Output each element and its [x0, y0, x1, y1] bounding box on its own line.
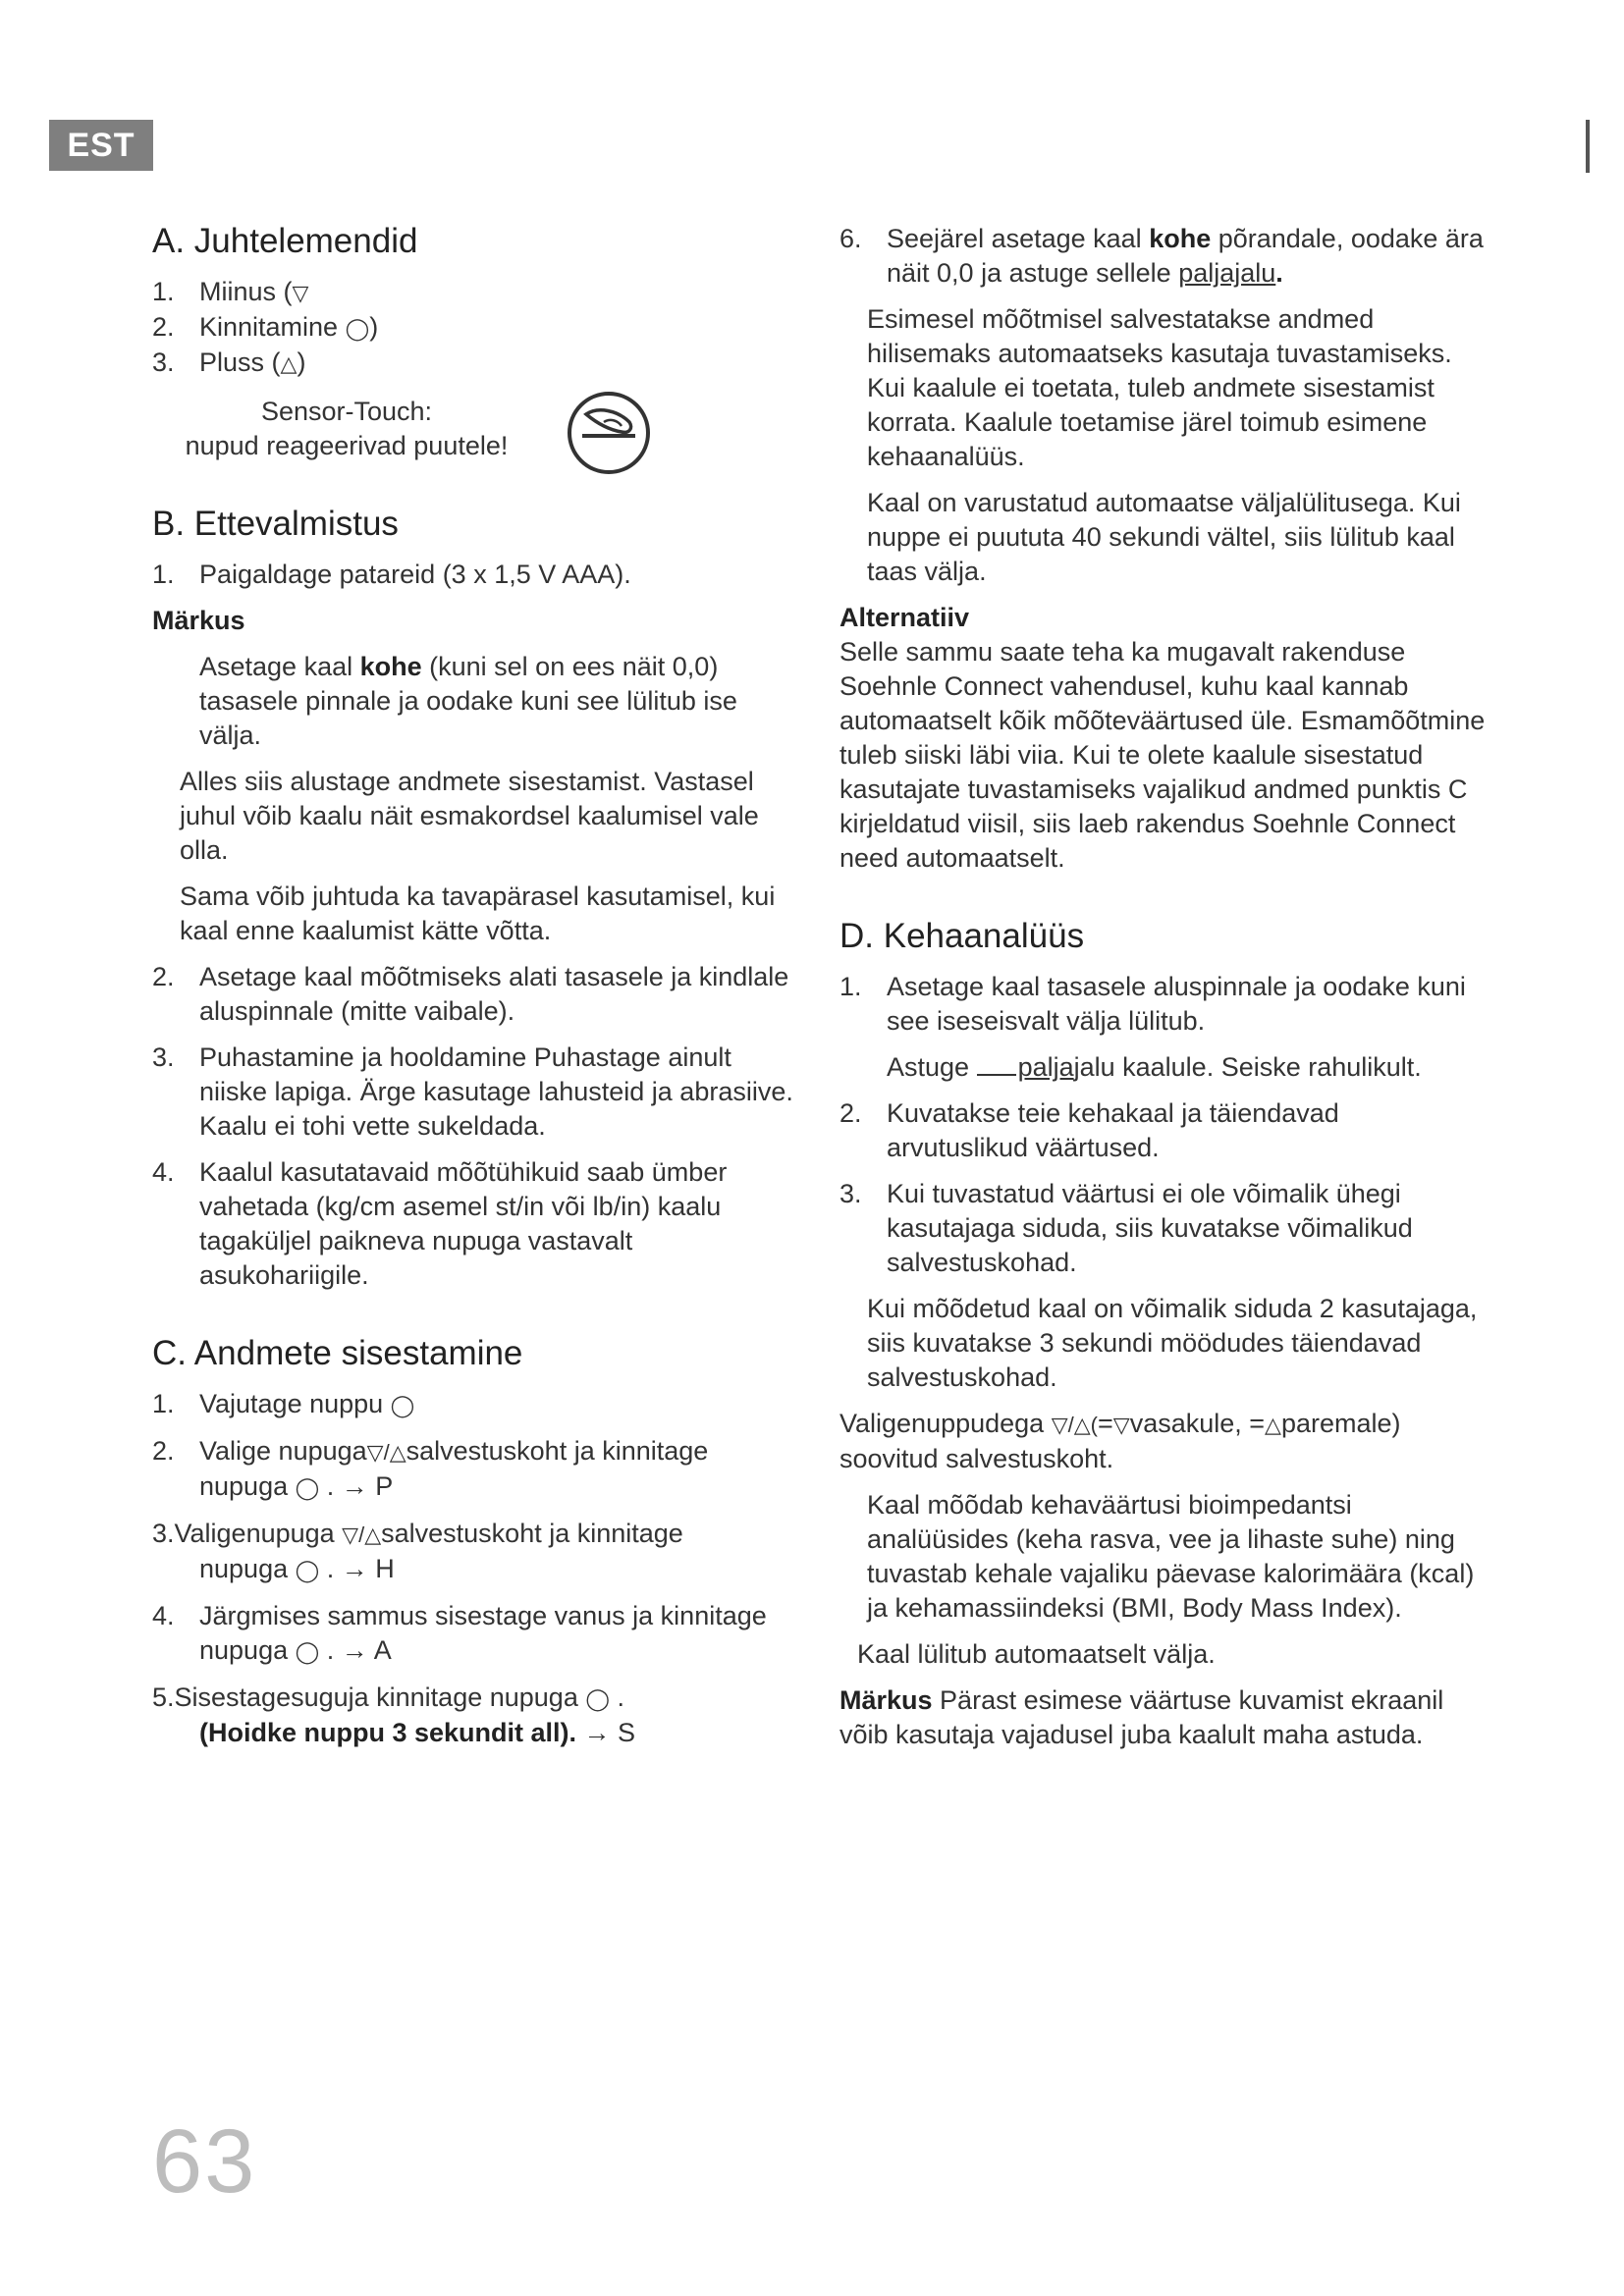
confirm-icon: ◯	[345, 316, 370, 341]
right-column	[839, 222, 1488, 1752]
info-paragraph: Kui mõõdetud kaal on võimalik siduda 2 kasutajaga, siis kuvatakse 3 sekundi möödudes täiendavad salvestuskohad.	[867, 1294, 1478, 1392]
controls-list	[152, 275, 800, 381]
info-paragraph: Kaal mõõdab kehaväärtusi bioimpedantsi analüüsides (keha rasva, vee ja lihaste suhe) ning tuvastab kehale vajaliku päevase kalorimäära (kcal) ja kehamassiindeksi (BMI, Body Mass Index).	[867, 1490, 1475, 1623]
section-a-title: A. Juhtelemendid	[152, 222, 418, 260]
list-item: 2. Kinnitamine ◯)	[152, 312, 379, 342]
list-item: 2. Valige nupuga▽/△salvestuskoht ja kinnitage nupuga ◯ . → P	[152, 1436, 709, 1501]
plus-icon: △	[1265, 1413, 1281, 1437]
confirm-icon: ◯	[585, 1686, 610, 1711]
info-paragraph: Esimesel mõõtmisel salvestatakse andmed hilisemaks automaatseks kasutaja tuvastamiseks. Kui kaalule ei toetata, tuleb andmete sisestamist korrata. Kaalule toetamise järel toimub esimene kehaanalüüs.	[867, 304, 1452, 471]
list-item: 6. Seejärel asetage kaal kohe põrandale, oodake ära näit 0,0 ja astuge sellele paljajalu.	[839, 224, 1484, 288]
alternative-text: Selle sammu saate teha ka mugavalt rakenduse Soehnle Connect vahendusel, kuhu kaal kannab automaatselt kõik mõõteväärtused üle. Esmamõõtmine tuleb siiski läbi viia. Kui te olete kaalule sisestatud kasutajate tuvastamiseks vajalikud andmed punktis C kirjeldatud viisil, siis laeb rakendus Soehnle Connect need automaatselt.	[839, 637, 1486, 873]
minus-icon: ▽	[1112, 1413, 1130, 1437]
note-paragraph: Asetage kaal kohe (kuni sel on ees näit 0,0) tasasele pinnale ja oodake kuni see lülitub ise välja.	[199, 652, 737, 750]
step-note: Astuge paljajalu kaalule. Seiske rahulikult.	[887, 1052, 1422, 1082]
minus-plus-icon: ▽/△	[342, 1522, 382, 1547]
list-item: 3. Puhastamine ja hooldamine Puhastage ainult niiske lapiga. Ärge kasutage lahusteid ja abrasiive. Kaalu ei tohi vette sukeldada.	[152, 1042, 793, 1141]
sensor-touch-label: Sensor-Touch:	[260, 397, 433, 426]
section-d-title: D. Kehaanalüüs	[839, 917, 1085, 955]
list-item: 2. Asetage kaal mõõtmiseks alati tasasele ja kindlale aluspinnale (mitte vaibale).	[152, 962, 789, 1026]
list-item: 1. Miinus (▽	[152, 277, 309, 306]
page-edge-marker	[1586, 120, 1590, 173]
section-b-title: B. Ettevalmistus	[152, 505, 399, 543]
list-item: 3.Valigenupuga ▽/△salvestuskoht ja kinnitage nupuga ◯ . → H	[152, 1519, 683, 1583]
section-c-title: C. Andmete sisestamine	[152, 1334, 523, 1372]
list-item: 4. Järgmises sammus sisestage vanus ja kinnitage nupuga ◯ . → A	[152, 1601, 767, 1665]
note-paragraph: Alles siis alustage andmete sisestamist. Vastasel juhul võib kaalu näit esmakordsel kaalumisel vale olla.	[180, 767, 759, 865]
left-column	[152, 222, 800, 1750]
info-paragraph: Kaal lülitub automaatselt välja.	[857, 1639, 1216, 1669]
blank-line	[977, 1054, 1016, 1076]
confirm-icon: ◯	[390, 1393, 415, 1417]
list-item: 1. Asetage kaal tasasele aluspinnale ja oodake kuni see iseseisvalt välja lülitub.	[839, 972, 1466, 1036]
sensor-touch-desc: nupud reageerivad puutele!	[185, 431, 509, 460]
list-item: 3. Pluss (△)	[152, 347, 306, 377]
info-paragraph: Valigenuppudega ▽/△(=▽vasakule, =△paremale) soovitud salvestuskoht.	[839, 1409, 1401, 1473]
plus-icon: △	[280, 351, 298, 376]
language-tag: EST	[49, 120, 153, 171]
list-item: 3. Kui tuvastatud väärtusi ei ole võimalik ühegi kasutajaga siduda, siis kuvatakse võimalikud salvestuskohad.	[839, 1179, 1413, 1277]
list-item: 1. Vajutage nuppu ◯	[152, 1389, 415, 1418]
list-item: 5.Sisestagesuguja kinnitage nupuga ◯ . (Hoidke nuppu 3 sekundit all). → S	[152, 1682, 636, 1747]
minus-icon: ▽	[292, 281, 309, 305]
minus-plus-icon: ▽/△	[366, 1440, 406, 1465]
list-item: 4. Kaalul kasutatavaid mõõtühikuid saab ümber vahetada (kg/cm asemel st/in või lb/in) kaalu tagaküljel paikneva nupuga vastavalt asukohariigile.	[152, 1157, 728, 1290]
confirm-icon: ◯	[295, 1639, 320, 1664]
touch-finger-icon	[565, 389, 653, 477]
note-paragraph: Sama võib juhtuda ka tavapärasel kasutamisel, kui kaal enne kaalumist kätte võtta.	[180, 881, 776, 945]
confirm-icon: ◯	[295, 1558, 320, 1582]
list-item: 1. Paigaldage patareid (3 x 1,5 V AAA).	[152, 560, 631, 589]
list-item: 2. Kuvatakse teie kehakaal ja täiendavad arvutuslikud väärtused.	[839, 1098, 1339, 1162]
note-paragraph: Märkus Pärast esimese väärtuse kuvamist ekraanil võib kasutaja vajadusel juba kaalult maha astuda.	[839, 1685, 1444, 1749]
page-number: 63	[152, 2111, 257, 2212]
alternative-heading: Alternatiiv	[839, 603, 970, 632]
confirm-icon: ◯	[295, 1475, 320, 1500]
minus-plus-icon: ▽/△(	[1051, 1413, 1098, 1437]
info-paragraph: Kaal on varustatud automaatse väljalülitusega. Kui nuppe ei puututa 40 sekundi vältel, siis lülitub kaal taas välja.	[867, 488, 1461, 586]
note-heading: Märkus	[152, 606, 245, 635]
sensor-touch-note	[152, 395, 800, 483]
